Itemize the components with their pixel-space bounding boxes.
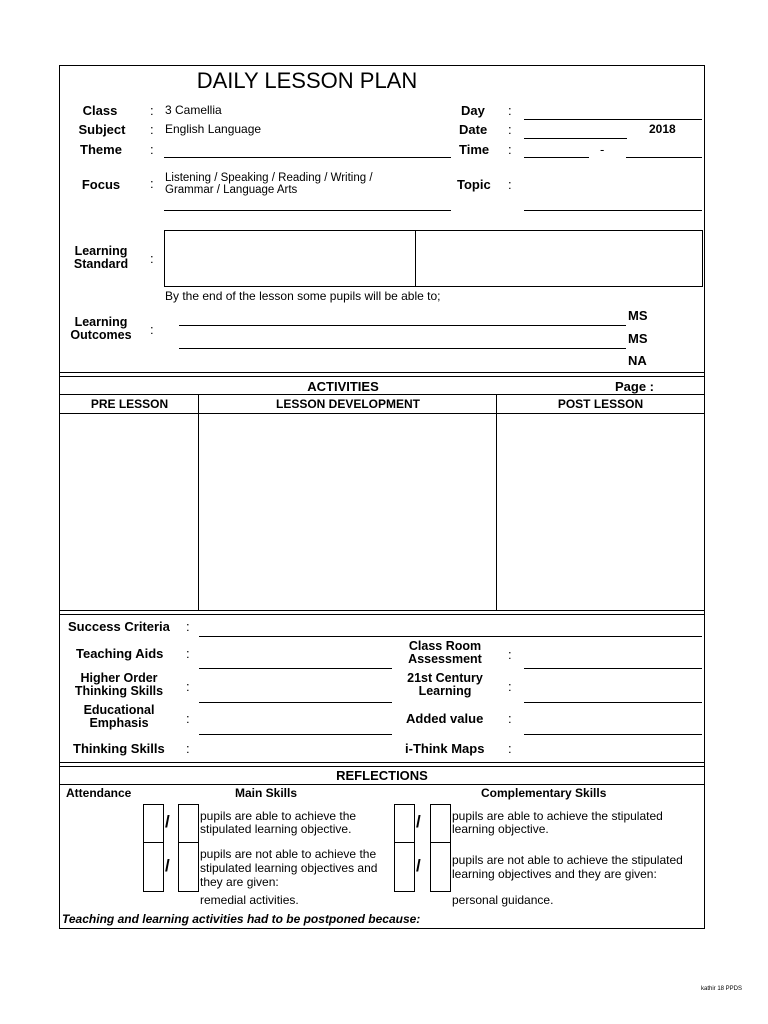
learning-standard-label-line1: Learning [74,244,128,258]
comp-not-achieved-text [452,853,683,881]
classroom-assessment-label [397,640,493,666]
main-count-box-2[interactable] [178,842,199,892]
outcome-code-2: MS [628,331,648,346]
theme-colon: : [150,142,154,157]
reflections-divider-top-2 [60,766,704,767]
post-lesson-area[interactable] [497,414,704,610]
activities-divider-bottom [60,610,704,611]
date-year: 2018 [649,122,676,136]
teaching-aids-label: Teaching Aids [76,646,164,661]
learning-standard-box-right[interactable] [415,230,703,287]
comp-attendance-box-1[interactable] [394,804,415,843]
hots-colon: : [186,679,190,694]
topic-field[interactable] [524,210,702,211]
main-achieved-line1: pupils are able to achieve the [200,809,357,823]
time-colon: : [508,142,512,157]
learning-intro: By the end of the lesson some pupils will be able to; [165,289,441,303]
outcome-line-1[interactable] [179,325,626,326]
outcome-line-2[interactable] [179,348,626,349]
pre-lesson-area[interactable] [60,414,198,610]
ithink-maps-colon: : [508,741,512,756]
added-value-colon: : [508,711,512,726]
educational-emphasis-colon: : [186,711,190,726]
century-learning-field[interactable] [524,702,702,703]
main-not-line1: pupils are not able to achieve the [200,847,377,861]
century-learning-colon: : [508,679,512,694]
footer-credit: kathir 18 PPDS [701,986,743,992]
column-post-lesson: POST LESSON [557,397,644,411]
learning-outcomes-label [62,316,140,342]
added-value-field[interactable] [524,734,702,735]
theme-field[interactable] [164,157,451,158]
main-not-achieved-text [200,847,377,889]
day-colon: : [508,103,512,118]
teaching-aids-colon: : [186,646,190,661]
activities-divider-top [60,372,704,373]
added-value-label: Added value [406,711,484,726]
focus-label: Focus [81,177,121,192]
learning-outcomes-label-line2: Outcomes [70,328,132,342]
activities-divider-top-2 [60,376,704,377]
topic-label: Topic [457,177,491,192]
focus-colon: : [150,176,154,191]
class-label: Class [82,103,118,118]
outcome-code-3: NA [628,353,647,368]
hots-label [66,672,172,698]
century-learning-label [397,672,493,698]
date-colon: : [508,122,512,137]
main-slash-2: / [165,856,170,875]
learning-outcomes-colon: : [150,322,154,337]
main-slash-1: / [165,812,170,831]
time-end-field[interactable] [626,157,702,158]
educational-emphasis-field[interactable] [199,734,392,735]
day-label: Day [461,103,485,118]
main-achieved-line2: stipulated learning objective. [200,822,352,836]
comp-not-line2: learning objectives and they are given: [452,867,657,881]
subject-colon: : [150,122,154,137]
hots-label-line1: Higher Order [80,671,158,685]
comp-count-box-2[interactable] [430,842,451,892]
classroom-assessment-field[interactable] [524,668,702,669]
column-pre-lesson: PRE LESSON [90,397,169,411]
lesson-development-area[interactable] [199,414,496,610]
outcome-code-1: MS [628,308,648,323]
learning-standard-box-left[interactable] [164,230,416,287]
comp-attendance-box-2[interactable] [394,842,415,892]
ithink-maps-label: i-Think Maps [405,741,485,756]
success-criteria-field[interactable] [199,636,702,637]
main-attendance-box-2[interactable] [143,842,164,892]
class-value[interactable]: 3 Camellia [165,103,222,117]
educational-emphasis-label-line2: Emphasis [89,716,149,730]
date-label: Date [459,122,488,137]
topic-colon: : [508,177,512,192]
class-colon: : [150,103,154,118]
main-not-line2: stipulated learning objectives and [200,861,378,875]
reflections-divider-mid [60,784,704,785]
theme-label: Theme [80,142,122,157]
time-label: Time [459,142,490,157]
comp-achieved-line1: pupils are able to achieve the stipulated [452,809,663,823]
day-field[interactable] [524,119,702,120]
comp-slash-2: / [416,856,421,875]
learning-outcomes-label-line1: Learning [74,315,128,329]
learning-standard-colon: : [150,251,154,266]
subject-value[interactable]: English Language [165,122,262,136]
learning-standard-label [62,245,140,271]
comp-achieved-text [452,810,663,836]
success-criteria-label: Success Criteria [68,619,170,634]
comp-achieved-line2: learning objective. [452,822,549,836]
activities-title: ACTIVITIES [307,379,379,394]
comp-not-line1: pupils are not able to achieve the stipulated [452,853,683,867]
hots-label-line2: Thinking Skills [74,684,164,698]
page-label: Page : [615,379,655,394]
comp-slash-1: / [416,812,421,831]
date-field[interactable] [524,138,627,139]
reflections-title: REFLECTIONS [336,768,428,783]
complementary-skills-label: Complementary Skills [481,786,607,800]
classroom-assessment-label-line1: Class Room [408,639,482,653]
teaching-aids-field[interactable] [199,668,392,669]
main-attendance-box-1[interactable] [143,804,164,843]
main-skills-label: Main Skills [235,786,298,800]
main-achieved-text [200,810,356,836]
classroom-assessment-colon: : [508,647,512,662]
thinking-skills-colon: : [186,741,190,756]
educational-emphasis-label-line1: Educational [83,703,155,717]
subject-label: Subject [78,122,126,137]
learning-standard-label-line2: Standard [73,257,129,271]
activities-divider-mid [60,394,704,395]
focus-value-line1: Listening / Speaking / Reading / Writing / [165,172,373,184]
thinking-skills-label: Thinking Skills [73,741,165,756]
time-dash: - [600,142,605,157]
attendance-label: Attendance [66,786,132,800]
comp-guidance: personal guidance. [452,893,554,907]
focus-value-line2: Grammar / Language Arts [165,184,298,196]
hots-field[interactable] [199,702,392,703]
success-criteria-colon: : [186,619,190,634]
main-count-box-1[interactable] [178,804,199,843]
focus-field[interactable] [164,210,451,211]
time-start-field[interactable] [524,157,589,158]
page-title: DAILY LESSON PLAN [196,68,418,93]
main-remedial: remedial activities. [200,893,299,907]
main-not-line3: they are given: [200,875,279,889]
comp-count-box-1[interactable] [430,804,451,843]
column-lesson-development: LESSON DEVELOPMENT [275,397,421,411]
reflections-divider-top [60,762,704,763]
classroom-assessment-label-line2: Assessment [408,652,482,666]
postponed-text: Teaching and learning activities had to be postponed because: [62,912,421,926]
century-learning-label-line2: Learning [418,684,472,698]
educational-emphasis-label [66,704,172,730]
activities-divider-bottom-2 [60,614,704,615]
century-learning-label-line1: 21st Century [407,671,483,685]
